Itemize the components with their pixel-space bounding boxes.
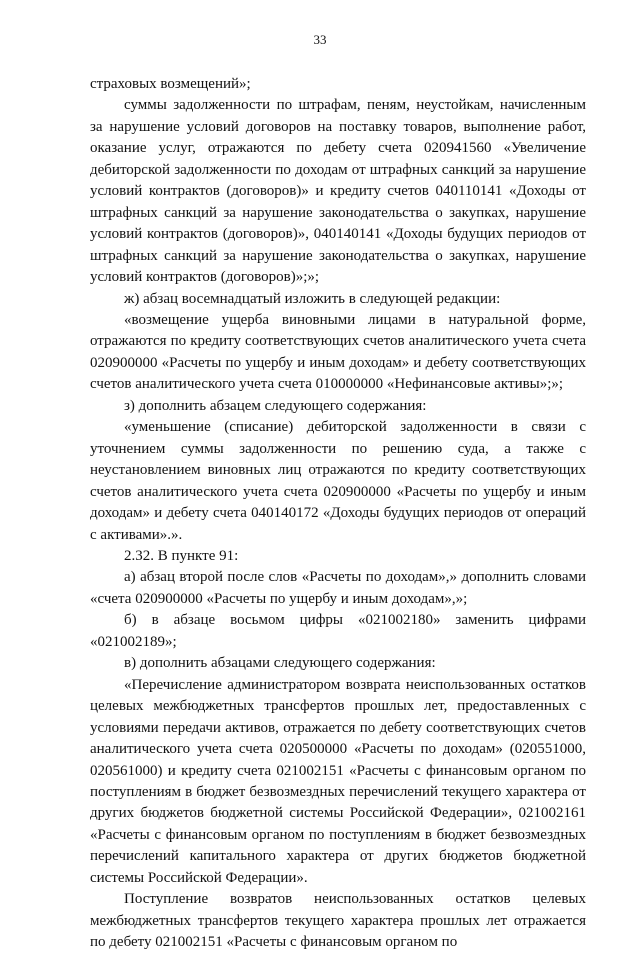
- paragraph: страховых возмещений»;: [90, 76, 251, 92]
- page-number: 33: [313, 32, 327, 47]
- paragraph: суммы задолженности по штрафам, пеням, неустойкам, начисленным за нарушение условий договоров на поставку товаров, выполнение работ, оказание услуг, отражаются по дебету счета 020941560 «Увеличение дебиторской задолженности по доходам от штрафных санкций за нарушение условий контрактов (договоров)» и кредиту счетов 040110141 «Доходы от штрафных санкций за нарушение законодательства о закупках, нарушение условий контрактов (договоров)», 040140141 «Доходы будущих периодов от штрафных санкций за нарушение законодательства о закупках, нарушение условий контрактов (договоров)»;»;: [90, 97, 586, 286]
- paragraph: «Перечисление администратором возврата неиспользованных остатков целевых межбюджетных трансфертов прошлых лет, предоставленных с условиями передачи активов, отражается по дебету соответствующих счетов аналитического учета счета 020500000 «Расчеты по доходам» (020551000, 020561000) и кредиту счета 021002151 «Расчеты с финансовым органом по поступлениям в бюджет безвозмездных перечислений текущего характера от других бюджетов бюджетной системы Российской Федерации», 021002161 «Расчеты с финансовым органом по поступлениям в бюджет безвозмездных перечислений капитального характера от других бюджетов бюджетной системы Российской Федерации».: [90, 676, 586, 886]
- paragraph: «возмещение ущерба виновными лицами в натуральной форме, отражаются по кредиту соответствующих счетов аналитического учета счета 020900000 «Расчеты по ущербу и иным доходам» и дебету соответствующих счетов аналитического учета счета 010000000 «Нефинансовые активы»;»;: [90, 311, 586, 393]
- paragraph: Поступление возвратов неиспользованных остатков целевых межбюджетных трансфертов текущего характера прошлых лет отражается по дебету 021002151 «Расчеты с финансовым органом по: [90, 891, 586, 951]
- document-body: [90, 74, 586, 954]
- paragraph: а) абзац второй после слов «Расчеты по доходам»,» дополнить словами «счета 020900000 «Расчеты по ущербу и иным доходам»,»;: [90, 569, 586, 607]
- paragraph: 2.32. В пункте 91:: [124, 547, 239, 564]
- paragraph: з) дополнить абзацем следующего содержания:: [124, 397, 427, 414]
- paragraph: б) в абзаце восьмом цифры «021002180» заменить цифрами «021002189»;: [90, 612, 586, 650]
- paragraph: ж) абзац восемнадцатый изложить в следующей редакции:: [124, 290, 501, 307]
- paragraph: в) дополнить абзацами следующего содержания:: [124, 655, 436, 672]
- paragraph: «уменьшение (списание) дебиторской задолженности в связи с уточнением суммы задолженности по решению суда, а также с неустановлением виновных лиц отражаются по кредиту соответствующих счетов аналитического учета счета 020900000 «Расчеты по ущербу и иным доходам» и дебету счета 040140172 «Доходы будущих периодов от операций с активами».».: [90, 419, 586, 543]
